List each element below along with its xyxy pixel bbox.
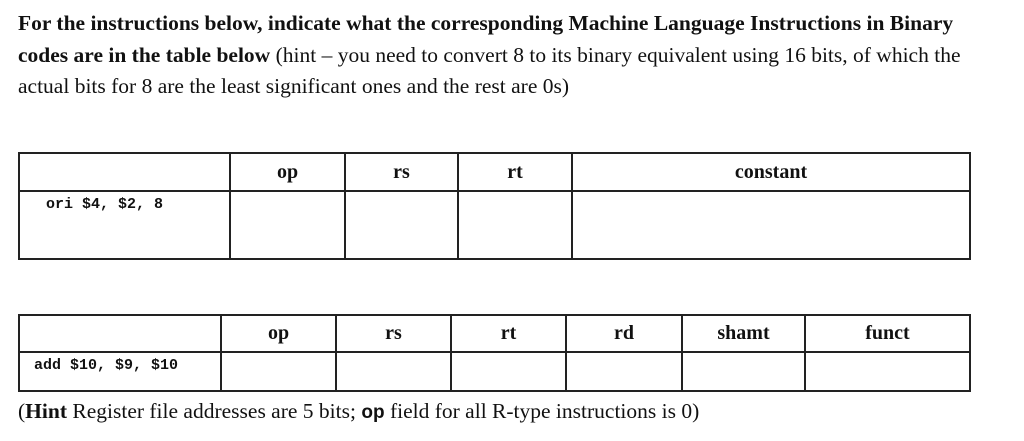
register-hint: [18, 397, 699, 427]
hint-op-word: op: [361, 402, 385, 423]
header-cell-rt: rt: [458, 153, 572, 191]
instructions-paragraph: [18, 8, 1008, 103]
add-encoding-table: [18, 314, 971, 392]
header-cell-op: op: [221, 315, 336, 352]
table-row: [19, 191, 970, 259]
header-cell-shamt: shamt: [682, 315, 805, 352]
ori-encoding-table: [18, 152, 971, 260]
table-header-row: [19, 315, 970, 352]
instruction-text: add $10, $9, $10: [34, 357, 179, 374]
constant-answer-cell[interactable]: [572, 191, 970, 259]
header-cell-rd: rd: [566, 315, 682, 352]
header-cell-rt: rt: [451, 315, 566, 352]
instruction-cell: [19, 352, 221, 391]
rd-answer-cell[interactable]: [566, 352, 682, 391]
hint-text-part1: Register file addresses are 5 bits;: [67, 399, 362, 423]
instructions-hint-text: (hint – you need to convert 8 to its binary equivalent using 16 bits, of which the actual bits for 8 are the least significant ones and the rest are 0s): [18, 42, 961, 98]
instruction-text: ori $4, $2, 8: [46, 196, 164, 213]
rs-answer-cell[interactable]: [345, 191, 458, 259]
hint-label: Hint: [25, 399, 67, 423]
rs-answer-cell[interactable]: [336, 352, 451, 391]
rt-answer-cell[interactable]: [451, 352, 566, 391]
header-cell-blank: [19, 153, 230, 191]
op-answer-cell[interactable]: [230, 191, 345, 259]
header-cell-funct: funct: [805, 315, 970, 352]
instruction-cell: [19, 191, 230, 259]
header-cell-constant: constant: [572, 153, 970, 191]
op-answer-cell[interactable]: [221, 352, 336, 391]
funct-answer-cell[interactable]: [805, 352, 970, 391]
shamt-answer-cell[interactable]: [682, 352, 805, 391]
header-cell-rs: rs: [336, 315, 451, 352]
instructions-bold-text: For the instructions below, indicate what the corresponding Machine Language Instructions in Binary codes are in the table below: [18, 11, 954, 67]
hint-text-part2: field for all R-type instructions is 0): [384, 399, 700, 423]
table-row: [19, 352, 970, 391]
hint-open-paren: (: [18, 399, 26, 423]
table-header-row: [19, 153, 970, 191]
rt-answer-cell[interactable]: [458, 191, 572, 259]
header-cell-blank: [19, 315, 221, 352]
header-cell-rs: rs: [345, 153, 458, 191]
header-cell-op: op: [230, 153, 345, 191]
